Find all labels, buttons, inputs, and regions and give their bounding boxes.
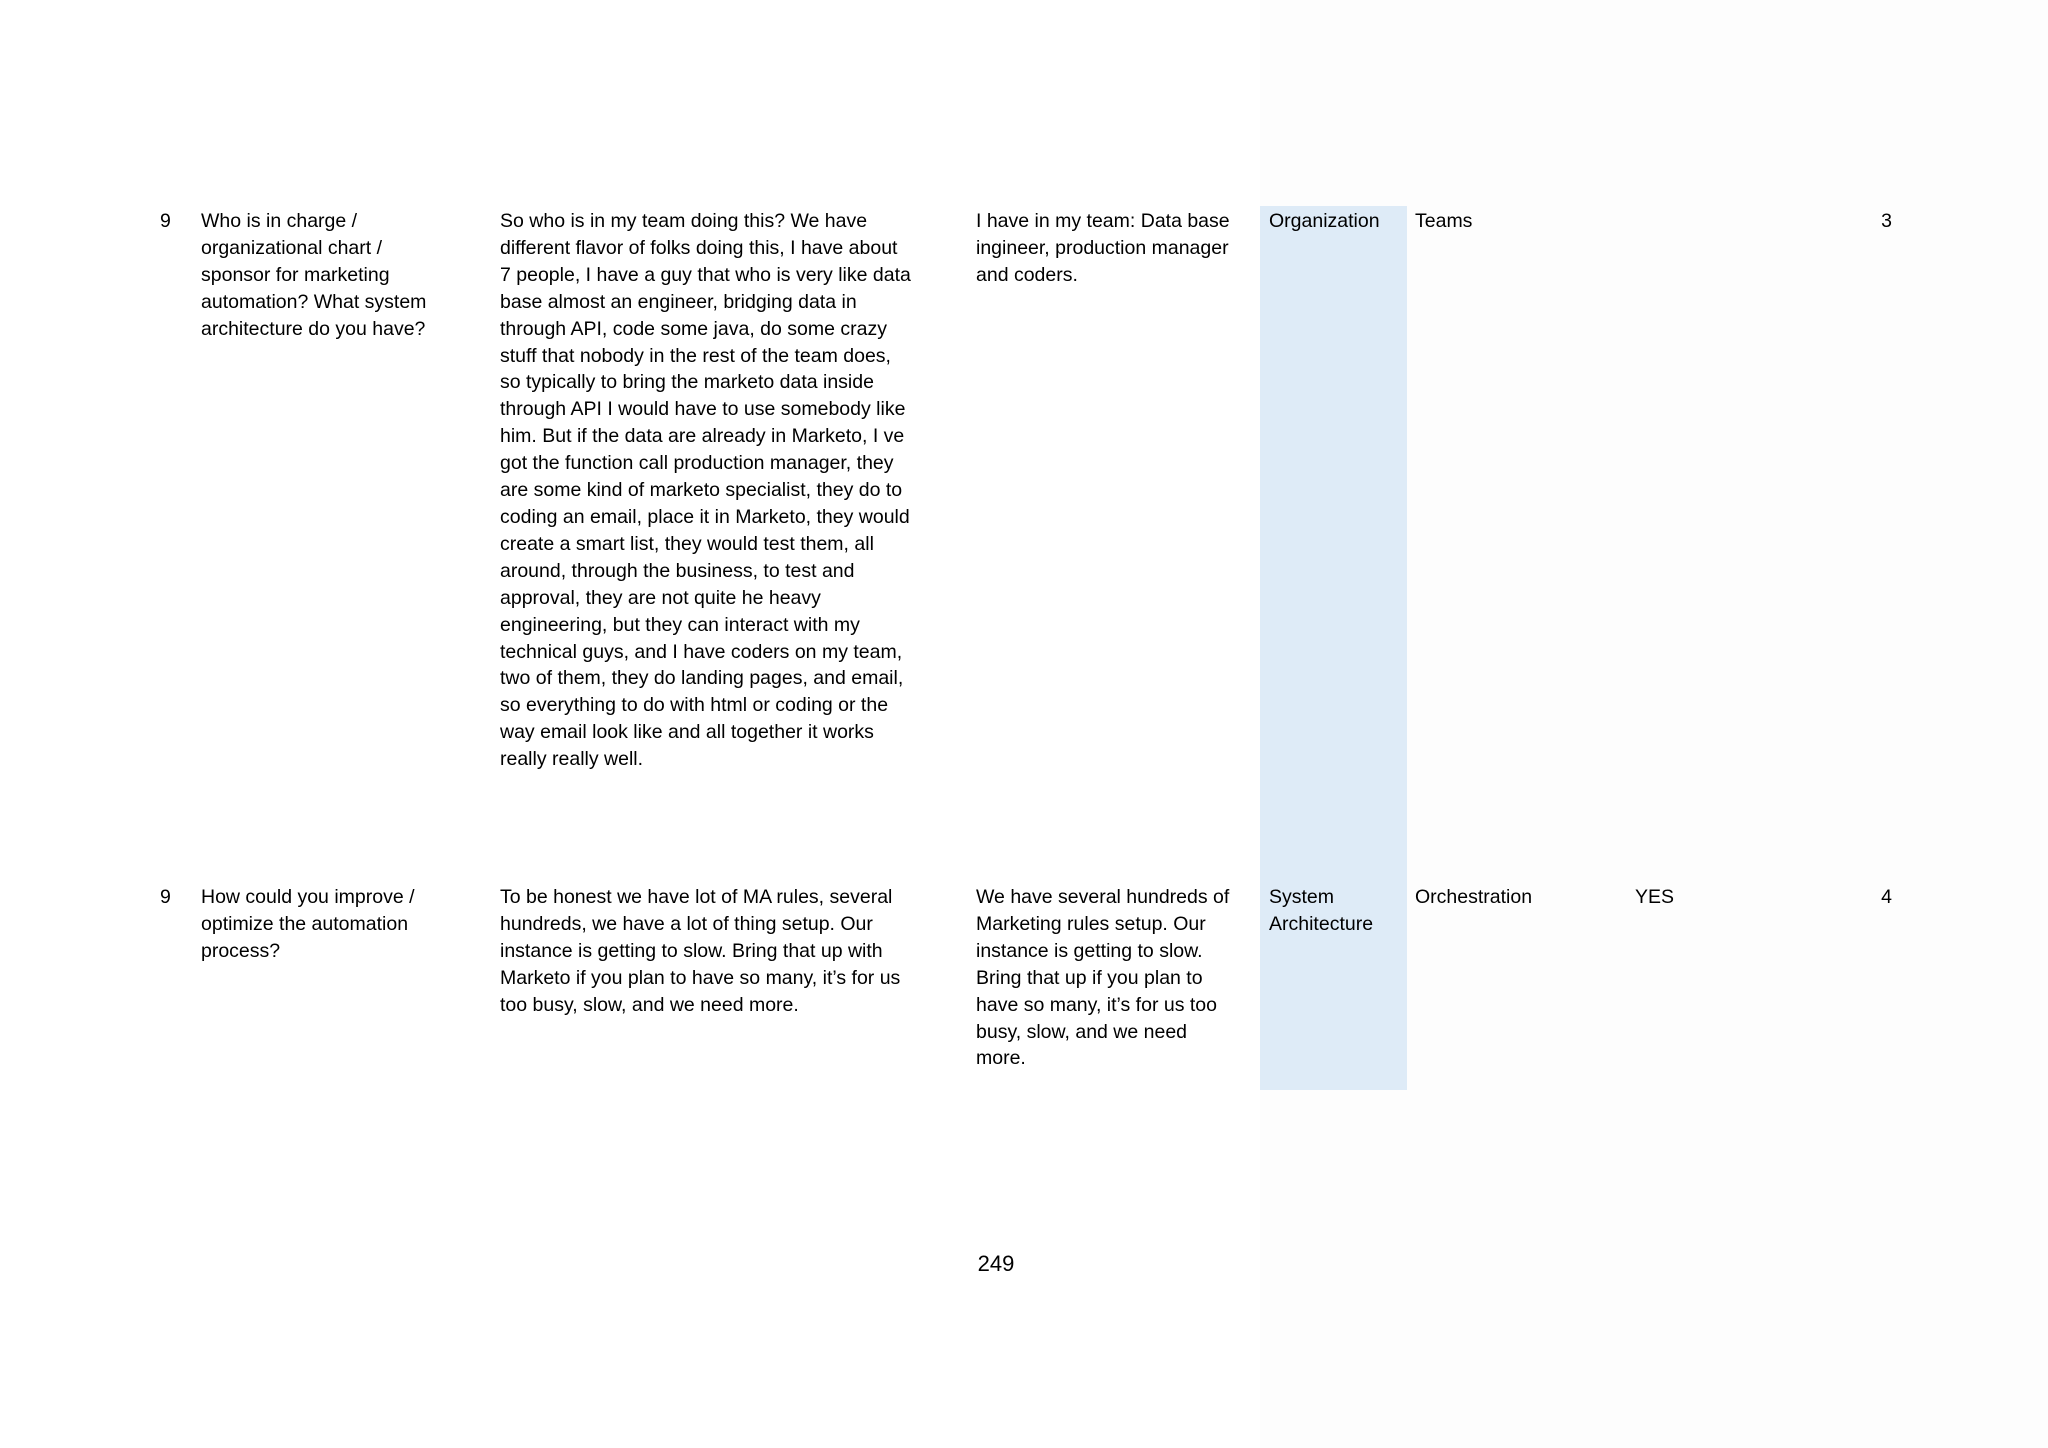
row-number: 9 <box>160 210 171 232</box>
score-cell: 3 <box>1881 210 1892 232</box>
score-cell: 4 <box>1881 886 1892 908</box>
page-number: 249 <box>977 1251 1015 1276</box>
question-cell: Who is in charge / organizational chart / sponsor for marketing automation? What system architecture do you have? <box>201 210 427 340</box>
category-column-shading <box>1260 206 1407 1090</box>
answer-cell: To be honest we have lot of MA rules, several hundreds, we have a lot of thing setup. Our instance is getting to slow. Bring that up with Marketo if you plan to have so many, it’s for us too busy, slow, and we need more. <box>500 886 901 1016</box>
row-number: 9 <box>160 886 171 908</box>
summary-cell: I have in my team: Data base ingineer, production manager and coders. <box>976 210 1230 286</box>
flag-cell: YES <box>1635 886 1675 908</box>
question-cell: How could you improve / optimize the automation process? <box>201 886 415 962</box>
answer-cell: So who is in my team doing this? We have different flavor of folks doing this, I have about 7 people, I have a guy that who is very like data base almost an engineer, bridging data in through API, code some java, do some crazy stuff that nobody in the rest of the team does, so typically to bring the marketo data inside through API I would have to use somebody like him. But if the data are already in Marketo, I ve got the function call production manager, they are some kind of marketo specialist, they do to coding an email, place it in Marketo, they would create a smart list, they would test them, all around, through the business, to test and approval, they are not quite he heavy engineering, but they can interact with my technical guys, and I have coders on my team, two of them, they do landing pages, and email, so everything to do with html or coding or the way email look like and all together it works really really well. <box>500 210 911 771</box>
category-cell: System Architecture <box>1269 886 1374 935</box>
summary-cell: We have several hundreds of Marketing rules setup. Our instance is getting to slow. Bring that up if you plan to have so many, it’s for us too busy, slow, and we need more. <box>976 886 1230 1070</box>
subcategory-cell: Teams <box>1415 210 1473 232</box>
subcategory-cell: Orchestration <box>1415 886 1533 908</box>
category-cell: Organization <box>1269 210 1380 232</box>
